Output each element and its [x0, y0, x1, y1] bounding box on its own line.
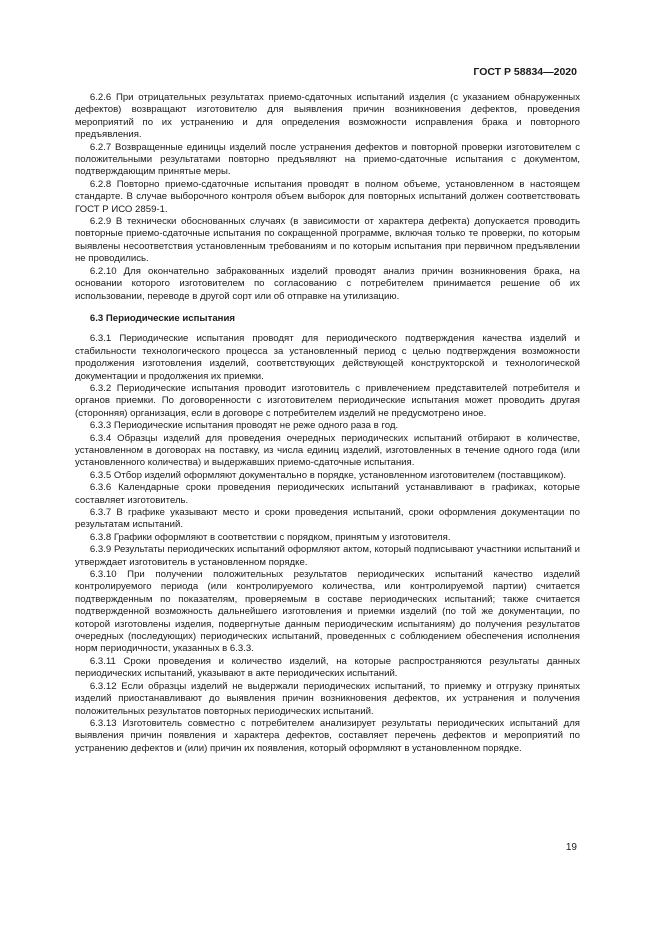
- paragraph-6-3-1: 6.3.1 Периодические испытания проводят для периодического подтверждения качества изделий и стабильности технологического процесса за установленный период с целью подтверждения возможности продолжения изготовления изделий, соответствующих действующей конструкторской и технологической документации и продолжения их приемки.: [75, 333, 580, 382]
- paragraph-6-2-6: 6.2.6 При отрицательных результатах приемо-сдаточных испытаний изделия (с указанием обнаруженных дефектов) возвращают изготовителю для выявления причин возникновения дефектов, проведения мероприятий по их устранению и для определения возможности исправления брака и повторного предъявления.: [75, 92, 580, 141]
- paragraph-6-3-10: 6.3.10 При получении положительных результатов периодических испытаний качество изделий контролируемого периода (или контролируемого количества, или контролируемой партии) считается подтвержденным по показателям, проверяемым в составе периодических испытаний; также считается подтвержденной возможность дальнейшего изготовления и приемки изделий (по той же документации, по которой изготовлены изделия, подвергнутые данным периодическим испытаниям) до получения результатов очередных (последующих) периодических испытаний, проведенных с соблюдением обеспечения исполнения норм периодичности, указанных в 6.3.3.: [75, 569, 580, 655]
- document-body: [75, 92, 580, 755]
- paragraph-6-3-6: 6.3.6 Календарные сроки проведения периодических испытаний устанавливают в графиках, которые составляет изготовитель.: [75, 482, 580, 506]
- paragraph-6-2-10: 6.2.10 Для окончательно забракованных изделий проводят анализ причин возникновения брака, на основании которого изготовителем по согласованию с потребителем принимается решение об их использовании, переводе в другой сорт или об отправке на утилизацию.: [75, 265, 580, 302]
- paragraph-6-3-9: 6.3.9 Результаты периодических испытаний оформляют актом, который подписывают участники испытаний и утверждает изготовитель в установленном порядке.: [75, 544, 580, 568]
- paragraph-6-3-3: 6.3.3 Периодические испытания проводят не реже одного раза в год.: [89, 420, 399, 432]
- paragraph-6-3-13: 6.3.13 Изготовитель совместно с потребителем анализирует результаты периодических испытаний для выявления причин появления и характера дефектов, составляет перечень дефектов и мероприятий по устранению дефектов и (или) причин их появления, который оформляют в установленном порядке.: [75, 717, 580, 754]
- paragraph-6-3-7: 6.3.7 В графике указывают место и сроки проведения испытаний, сроки оформления документации по результатам испытаний.: [75, 507, 580, 531]
- paragraph-6-3-8: 6.3.8 Графики оформляют в соответствии с порядком, принятым у изготовителя.: [89, 531, 451, 543]
- paragraph-6-3-11: 6.3.11 Сроки проведения и количество изделий, на которые распространяются результаты данных периодических испытаний, указывают в акте периодических испытаний.: [75, 655, 580, 680]
- paragraph-6-2-9: 6.2.9 В технически обоснованных случаях (в зависимости от характера дефекта) допускается проводить повторные приемо-сдаточные испытания по сокращенной программе, включая только те проверки, по которым выявлены несоответствия установленным требованиям и по которым испытания при первичном предъявлении не проводились.: [75, 216, 580, 265]
- paragraph-6-2-7: 6.2.7 Возвращенные единицы изделий после устранения дефектов и повторной проверки изготовителем с положительными результатами повторно предъявляют на приемо-сдаточные испытания с документом, подтверждающим принятые меры.: [75, 141, 580, 178]
- paragraph-6-3-5: 6.3.5 Отбор изделий оформляют документально в порядке, установленном изготовителем (поставщиком).: [89, 469, 567, 481]
- page-number: 19: [565, 842, 577, 853]
- standard-header: ГОСТ Р 58834—2020: [473, 66, 577, 78]
- paragraph-6-3-4: 6.3.4 Образцы изделий для проведения очередных периодических испытаний отбирают в количестве, установленном в договорах на поставку, из числа единиц изделий, изготовленных в течение одного года (или установленного количества) и выдержавших приемо-сдаточные испытания.: [75, 432, 580, 469]
- section-title-6-3: 6.3 Периодические испытания: [89, 312, 235, 324]
- paragraph-6-3-12: 6.3.12 Если образцы изделий не выдержали периодических испытаний, то приемку и отгрузку принятых изделий приостанавливают до выявления причин возникновения дефектов, их устранения и получения положительных результатов повторных периодических испытаний.: [75, 680, 580, 717]
- paragraph-6-3-2: 6.3.2 Периодические испытания проводит изготовитель с привлечением представителей потребителя и органов приемки. По договоренности с изготовителем периодические испытания может проводить другая (сторонняя) организация, если в договоре с потребителем изделий не предусмотрено иное.: [75, 382, 580, 419]
- paragraph-6-2-8: 6.2.8 Повторно приемо-сдаточные испытания проводят в полном объеме, установленном в настоящем стандарте. В случае выборочного контроля объем выборок для повторных испытаний должен соответствовать ГОСТ Р ИСО 2859-1.: [75, 178, 580, 215]
